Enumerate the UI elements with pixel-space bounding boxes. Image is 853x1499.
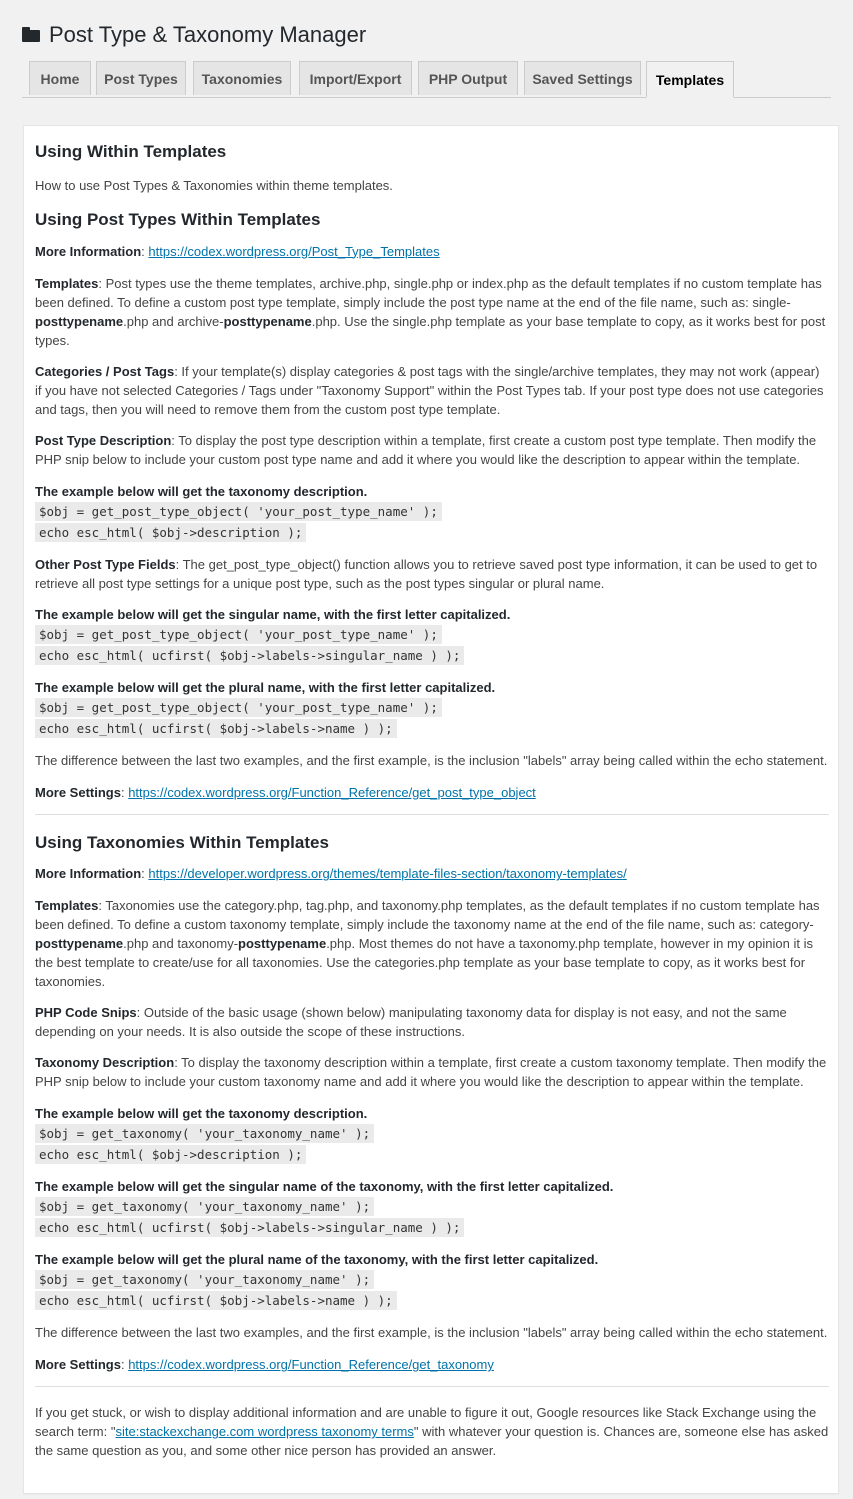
tax-templates-text: Templates: Taxonomies use the category.php, tag.php, and taxonomy.php templates, as the default templates if no custom template has been defined. To define a custom taxonomy template, simply include the taxonomy name at the end of the file name, such as: category-posttypename.php and taxonomy-posttypename.php. Most themes do not have a taxonomy.php template, however in my opinion it is the best template to create/use for all taxonomies. Use the categories.php template as your base template to copy, as it works best for taxonomies. xyxy=(35,898,820,990)
pt-example2-title: The example below will get the singular name, with the first letter capitalized. xyxy=(35,606,511,622)
tab-taxonomies[interactable]: Taxonomies xyxy=(193,61,291,95)
pt-other-fields-text: Other Post Type Fields: The get_post_type_object() function allows you to retrieve saved post type information, it can be used to get to retrieve all post type settings for a unique post type, such as the post types singular or plural name. xyxy=(35,556,818,591)
tax-description-text: Taxonomy Description: To display the taxonomy description within a template, first create a custom taxonomy template. Then modify the PHP snip below to include your custom taxonomy name and add it where you would like the description to appear within the template. xyxy=(35,1055,827,1090)
folder-icon xyxy=(22,27,40,43)
page-title: Post Type & Taxonomy Manager xyxy=(49,22,367,47)
pt-more-info-link[interactable]: https://codex.wordpress.org/Post_Type_Templates xyxy=(148,243,440,259)
pt-example2-code: $obj = get_post_type_object( 'your_post_type_name' ); echo esc_html( ucfirst( $obj->labels->singular_name ) ); xyxy=(35,624,829,666)
pt-more-settings: More Settings: https://codex.wordpress.org/Function_Reference/get_post_type_object xyxy=(35,784,536,800)
tax-more-info-link[interactable]: https://developer.wordpress.org/themes/template-files-section/taxonomy-templates/ xyxy=(148,866,627,882)
help-footer-text: If you get stuck, or wish to display additional information and are unable to figure it out, Google resources like Stack Exchange using the search term: "site:stackexchange.com wordpress taxonomy terms" with whatever your question is. Chances are, someone else has asked the same question as you, and some other nice person has provided an answer. xyxy=(35,1405,829,1459)
page-header xyxy=(22,18,366,52)
tax-example3-code: $obj = get_taxonomy( 'your_taxonomy_name' ); echo esc_html( ucfirst( $obj->labels->name ) ); xyxy=(35,1269,829,1311)
pt-more-info: More Information: https://codex.wordpress.org/Post_Type_Templates xyxy=(35,243,440,259)
divider xyxy=(35,814,829,815)
stackexchange-search-link[interactable]: site:stackexchange.com wordpress taxonomy terms xyxy=(115,1424,414,1440)
section-heading-taxonomies: Using Taxonomies Within Templates xyxy=(35,832,329,852)
tab-php-output[interactable]: PHP Output xyxy=(418,61,518,95)
pt-description-text: Post Type Description: To display the post type description within a template, first create a custom post type template. Then modify the PHP snip below to include your custom post type name and add it where you would like the description to appear within the template. xyxy=(35,432,817,467)
section-heading-templates: Using Within Templates xyxy=(35,142,227,161)
tab-templates[interactable]: Templates xyxy=(646,61,734,98)
tax-difference-text: The difference between the last two examples, and the first example, is the inclusion "labels" array being called within the echo statement. xyxy=(35,1325,828,1341)
section-heading-post-types: Using Post Types Within Templates xyxy=(35,209,321,229)
tax-snips-text: PHP Code Snips: Outside of the basic usage (shown below) manipulating taxonomy data for display is not easy, and not the same depending on your needs. It is also outside the scope of these instructions. xyxy=(35,1005,787,1040)
tab-saved-settings[interactable]: Saved Settings xyxy=(524,61,641,95)
tab-home[interactable]: Home xyxy=(29,61,91,95)
pt-example3-title: The example below will get the plural name, with the first letter capitalized. xyxy=(35,679,496,695)
divider xyxy=(35,1386,829,1387)
templates-content xyxy=(35,140,829,1460)
intro-text: How to use Post Types & Taxonomies within theme templates. xyxy=(35,177,393,193)
pt-difference-text: The difference between the last two examples, and the first example, is the inclusion "labels" array being called within the echo statement. xyxy=(35,752,828,768)
pt-example1-title: The example below will get the taxonomy description. xyxy=(35,483,368,499)
tax-more-settings: More Settings: https://codex.wordpress.org/Function_Reference/get_taxonomy xyxy=(35,1357,494,1373)
tax-example1-code: $obj = get_taxonomy( 'your_taxonomy_name' ); echo esc_html( $obj->description ); xyxy=(35,1123,829,1165)
tab-post-types[interactable]: Post Types xyxy=(96,61,186,95)
tab-bar xyxy=(22,60,831,98)
tax-example3-title: The example below will get the plural name of the taxonomy, with the first letter capitalized. xyxy=(35,1252,599,1268)
tab-import-export[interactable]: Import/Export xyxy=(299,61,412,95)
tax-more-info: More Information: https://developer.wordpress.org/themes/template-files-section/taxonomy-templates/ xyxy=(35,866,627,882)
pt-example1-code: $obj = get_post_type_object( 'your_post_type_name' ); echo esc_html( $obj->description ); xyxy=(35,501,829,543)
pt-example3-code: $obj = get_post_type_object( 'your_post_type_name' ); echo esc_html( ucfirst( $obj->labels->name ) ); xyxy=(35,697,829,739)
tax-more-settings-link[interactable]: https://codex.wordpress.org/Function_Reference/get_taxonomy xyxy=(128,1357,494,1373)
pt-templates-text: Templates: Post types use the theme templates, archive.php, single.php or index.php as the default templates if no custom template has been defined. To define a custom post type template, simply include the post type name at the end of the file name, such as: single-posttypename.php and archive-posttypename.php. Use the single.php template as your base template to copy, as it works best for post types. xyxy=(35,275,826,348)
tax-example1-title: The example below will get the taxonomy description. xyxy=(35,1106,368,1122)
tax-example2-title: The example below will get the singular name of the taxonomy, with the first letter capitalized. xyxy=(35,1179,614,1195)
pt-categories-text: Categories / Post Tags: If your template(s) display categories & post tags with the single/archive templates, they may not work (appear) if you have not selected Categories / Tags under "Taxonomy Support" within the Post Types tab. If your post type does not use categories and tags, then you will need to remove them from the custom post type template. xyxy=(35,363,824,417)
tax-example2-code: $obj = get_taxonomy( 'your_taxonomy_name' ); echo esc_html( ucfirst( $obj->labels->singular_name ) ); xyxy=(35,1196,829,1238)
pt-more-settings-link[interactable]: https://codex.wordpress.org/Function_Reference/get_post_type_object xyxy=(128,784,536,800)
